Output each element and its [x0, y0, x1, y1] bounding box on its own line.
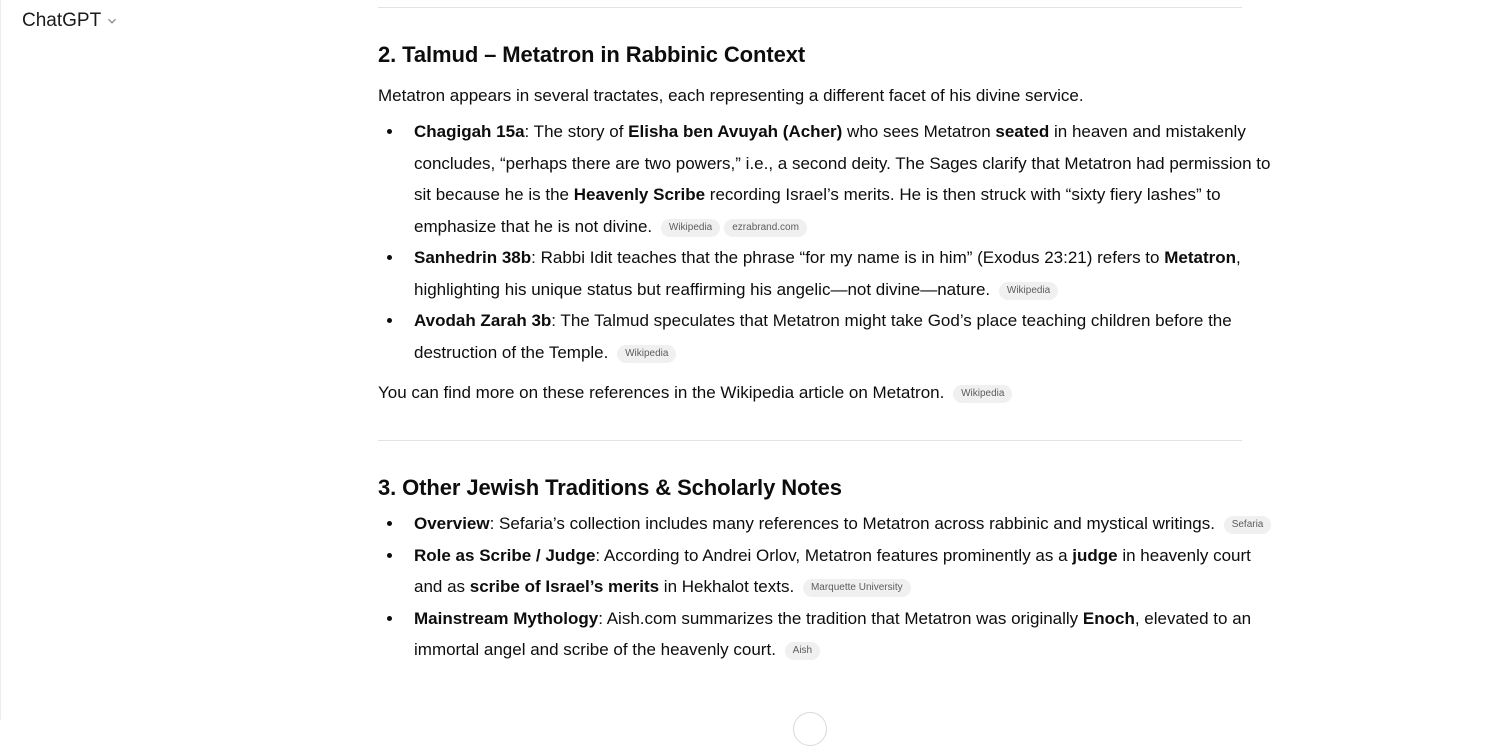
item-text: in heaven and mistakenly concludes, “perhaps there are two powers,” i.e., a second deity. The Sages clarify that Metatron had permission to sit because he is the: [414, 122, 1271, 204]
item-emphasis: Elisha ben Avuyah (Acher): [628, 122, 843, 141]
item-emphasis: seated: [995, 122, 1050, 141]
notes-list: [378, 508, 1278, 666]
item-emphasis: Metatron: [1164, 248, 1236, 267]
item-emphasis: judge: [1072, 545, 1118, 565]
item-text: , elevated to an immortal angel and scribe of the heavenly court.: [414, 608, 1252, 659]
citation-chip[interactable]: Aish: [785, 642, 820, 660]
citation-chip[interactable]: Marquette University: [803, 579, 911, 597]
item-emphasis: Heavenly Scribe: [573, 185, 706, 204]
list-item: [414, 603, 1278, 666]
model-label: ChatGPT: [22, 10, 102, 31]
citation-chip[interactable]: Sefaria: [1224, 516, 1272, 534]
item-text: who sees Metatron: [842, 122, 996, 141]
item-term: Chagigah 15a: [414, 122, 525, 141]
section-outro: [378, 377, 1242, 409]
item-text: : Rabbi Idit teaches that the phrase “for my name is in him” (Exodus 23:21) refers to: [531, 248, 1165, 267]
scroll-down-button[interactable]: [793, 712, 827, 746]
list-item: [414, 508, 1278, 540]
citation-chip[interactable]: Wikipedia: [953, 385, 1012, 403]
item-emphasis: Enoch: [1082, 608, 1135, 628]
item-term: Role as Scribe / Judge: [414, 545, 596, 565]
item-text: : Sefaria’s collection includes many references to Metatron across rabbinic and mystical writings.: [489, 514, 1215, 533]
item-term: Overview: [414, 514, 490, 533]
item-text: recording Israel’s merits. He is then struck with “sixty fiery lashes” to emphasize that he is not divine.: [414, 185, 1221, 236]
item-term: Avodah Zarah 3b: [414, 311, 552, 330]
item-emphasis: scribe of Israel’s merits: [469, 577, 660, 596]
section-heading: 3. Other Jewish Traditions & Scholarly Notes: [378, 475, 842, 500]
citation-chip[interactable]: Wikipedia: [661, 219, 720, 237]
item-term: Sanhedrin 38b: [414, 248, 532, 267]
list-item: [414, 116, 1278, 242]
item-text: : The story of: [524, 122, 629, 141]
citation-chip[interactable]: Wikipedia: [617, 345, 676, 363]
reference-list: [378, 116, 1278, 368]
section-heading: 2. Talmud – Metatron in Rabbinic Context: [378, 42, 806, 67]
model-selector[interactable]: [22, 10, 117, 32]
item-text: : According to Andrei Orlov, Metatron features prominently as a: [595, 545, 1073, 565]
outro-text: You can find more on these references in the Wikipedia article on Metatron.: [378, 383, 945, 402]
item-text: in heavenly court and as: [414, 545, 1251, 596]
section-intro: Metatron appears in several tractates, each representing a different facet of his divine service.: [378, 86, 1084, 105]
list-item: [414, 305, 1278, 368]
item-term: Mainstream Mythology: [414, 608, 599, 628]
list-item: [414, 540, 1278, 603]
citation-chip[interactable]: Wikipedia: [999, 282, 1058, 300]
section-divider: [378, 440, 1242, 441]
item-text: , highlighting his unique status but reaffirming his angelic—not divine—nature.: [414, 248, 1241, 299]
item-text: in Hekhalot texts.: [659, 577, 795, 596]
list-item: [414, 242, 1278, 305]
chevron-down-icon: [107, 16, 117, 26]
sidebar-edge: [0, 0, 1, 720]
citation-chip[interactable]: ezrabrand.com: [724, 219, 807, 237]
section-divider: [378, 7, 1242, 8]
item-text: : Aish.com summarizes the tradition that Metatron was originally: [598, 608, 1083, 628]
item-text: : The Talmud speculates that Metatron might take God’s place teaching children before the destruction of the Temple.: [414, 311, 1232, 362]
